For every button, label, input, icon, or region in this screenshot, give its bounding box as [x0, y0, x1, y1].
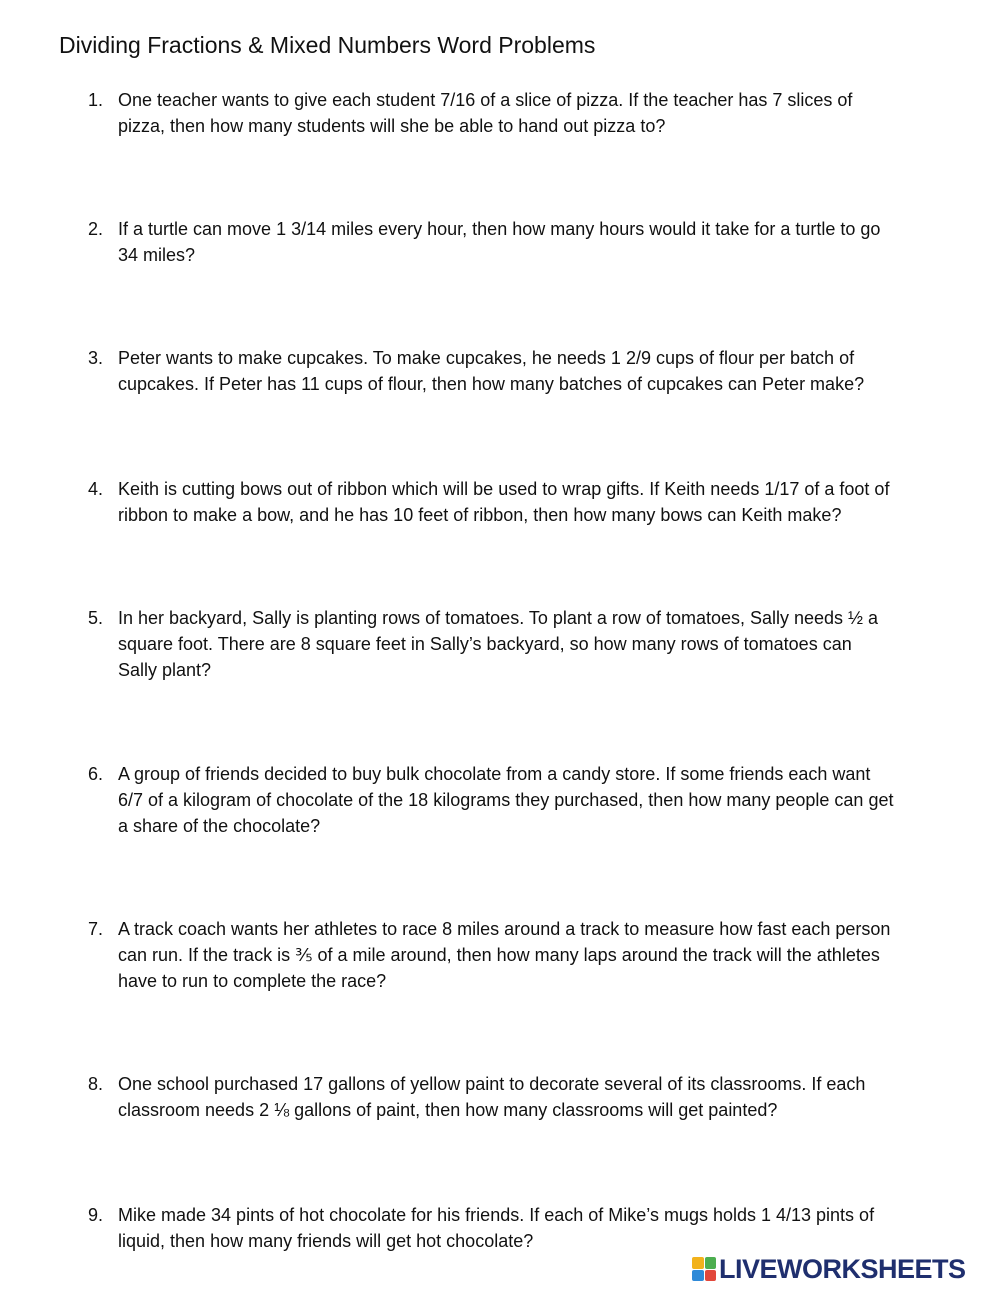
liveworksheets-wordmark: LIVEWORKSHEETS: [719, 1254, 966, 1284]
problem-text: Mike made 34 pints of hot chocolate for his friends. If each of Mike’s mugs holds 1 4/13 pints of liquid, then how many friends will get hot chocolate?: [118, 1205, 875, 1251]
problem-number: 6.: [88, 764, 104, 784]
problem-number: 9.: [88, 1205, 104, 1225]
logo-square: [705, 1270, 717, 1282]
liveworksheets-icon: [692, 1257, 716, 1281]
problem-text: If a turtle can move 1 3/14 miles every hour, then how many hours would it take for a turtle to go 34 miles?: [118, 219, 881, 265]
logo-square: [705, 1257, 717, 1269]
problem-number: 5.: [88, 608, 104, 628]
problem-text: In her backyard, Sally is planting rows of tomatoes. To plant a row of tomatoes, Sally needs ½ a square foot. There are 8 square feet in Sally’s backyard, so how many rows of tomatoes can Sally plant?: [118, 608, 879, 680]
problem-number: 1.: [88, 90, 104, 110]
problem-text: Keith is cutting bows out of ribbon which will be used to wrap gifts. If Keith needs 1/17 of a foot of ribbon to make a bow, and he has 10 feet of ribbon, then how many bows can Keith make?: [118, 479, 890, 525]
liveworksheets-logo[interactable]: [692, 1255, 966, 1283]
problem-number: 7.: [88, 919, 104, 939]
page-title: Dividing Fractions & Mixed Numbers Word Problems: [59, 32, 596, 58]
logo-square: [692, 1257, 704, 1269]
problem-number: 2.: [88, 219, 104, 239]
problem-text: A track coach wants her athletes to race 8 miles around a track to measure how fast each person can run. If the track is ⅗ of a mile around, then how many laps around the track will the athletes have to run to complete the race?: [118, 919, 891, 991]
logo-square: [692, 1270, 704, 1282]
problem-text: One school purchased 17 gallons of yellow paint to decorate several of its classrooms. If each classroom needs 2 ⅛ gallons of paint, then how many classrooms will get painted?: [118, 1074, 866, 1120]
problem-number: 8.: [88, 1074, 104, 1094]
problem-text: One teacher wants to give each student 7/16 of a slice of pizza. If the teacher has 7 slices of pizza, then how many students will she be able to hand out pizza to?: [118, 90, 853, 136]
problem-text: Peter wants to make cupcakes. To make cupcakes, he needs 1 2/9 cups of flour per batch of cupcakes. If Peter has 11 cups of flour, then how many batches of cupcakes can Peter make?: [118, 348, 865, 394]
problem-number: 4.: [88, 479, 104, 499]
problem-text: A group of friends decided to buy bulk chocolate from a candy store. If some friends each want 6/7 of a kilogram of chocolate of the 18 kilograms they purchased, then how many people can get a share of the chocolate?: [118, 764, 894, 836]
problem-number: 3.: [88, 348, 104, 368]
